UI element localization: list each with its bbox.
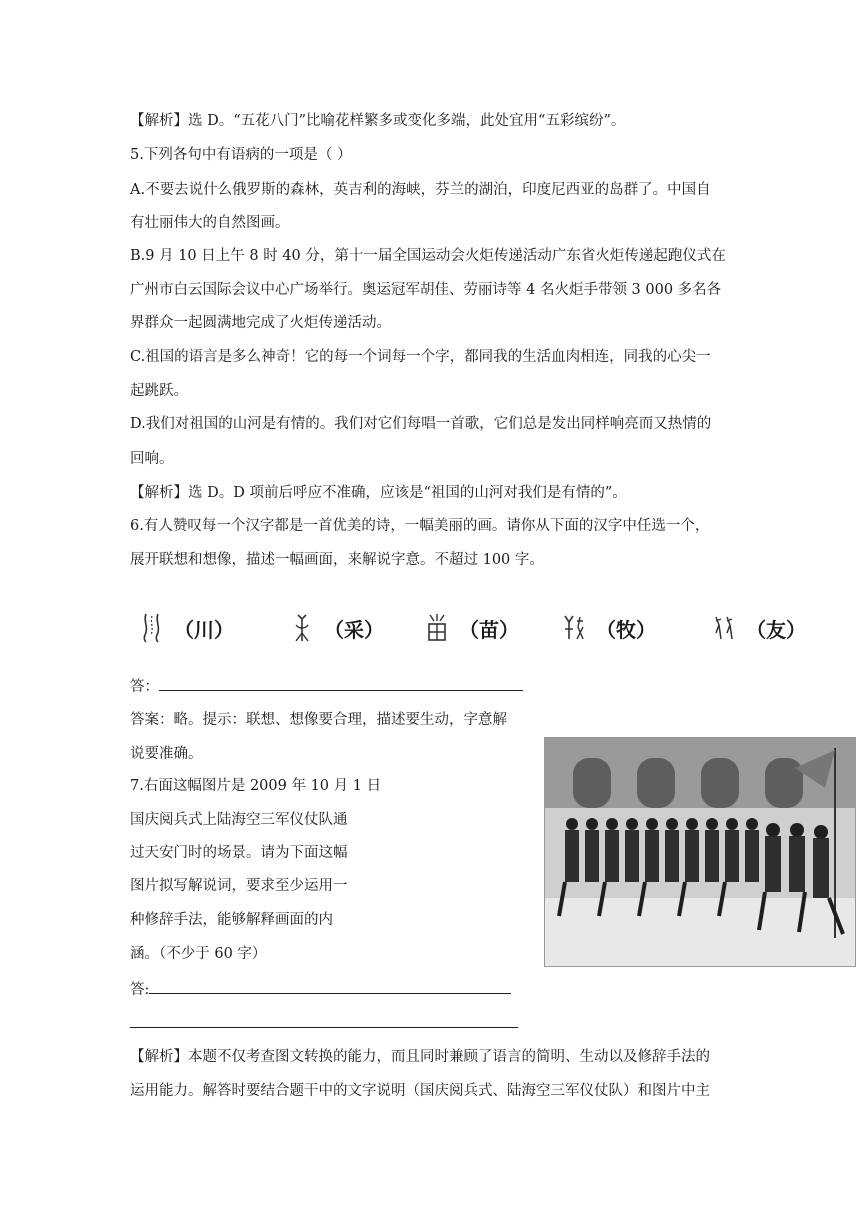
glyph-label-mu: （牧）	[596, 617, 656, 642]
option-c-line-1: C.祖国的语言是多么神奇！它的每一个词每一个字，都同我的生活血肉相连，同我的心尖一	[130, 349, 711, 365]
option-b-line-3: 界群众一起圆满地完成了火炬传递活动。	[130, 315, 391, 331]
question-7-line-3: 过天安门时的场景。请为下面这幅	[130, 845, 348, 861]
ancient-mu-glyph-icon	[562, 611, 586, 645]
answer-line-6	[130, 676, 523, 697]
analysis-q4: 【解析】选 D。“五花八门”比喻花样繁多或变化多端，此处宜用“五彩缤纷”。	[130, 113, 626, 129]
glyph-label-miao: （苗）	[459, 617, 519, 642]
glyph-item-chuan	[140, 606, 234, 650]
answer-blank[interactable]	[149, 979, 511, 994]
question-5-stem: 5.下列各句中有语病的一项是（ ）	[130, 147, 352, 163]
glyph-item-mu	[562, 606, 656, 650]
question-6-line-1: 6.有人赞叹每一个汉字都是一首优美的诗，一幅美丽的画。请你从下面的汉字中任选一个，	[130, 518, 710, 534]
question-7-line-5: 种修辞手法，能够解释画面的内	[130, 912, 333, 928]
analysis-q7-line-2: 运用能力。解答时要结合题干中的文字说明（国庆阅兵式、陆海空三军仪仗队）和图片中主	[130, 1083, 710, 1099]
parade-photo	[544, 737, 856, 967]
question-7-line-1: 7.右面这幅图片是 2009 年 10 月 1 日	[130, 778, 382, 794]
question-6-line-2: 展开联想和想像，描述一幅画面，来解说字意。不超过 100 字。	[130, 552, 544, 568]
option-c-line-2: 起跳跃。	[130, 383, 188, 399]
ancient-miao-glyph-icon	[425, 611, 449, 645]
glyph-label-chuan: （川）	[174, 617, 234, 642]
question-7-line-2: 国庆阅兵式上陆海空三军仪仗队通	[130, 812, 348, 828]
analysis-q7-line-1: 【解析】本题不仅考查图文转换的能力，而且同时兼顾了语言的简明、生动以及修辞手法的	[130, 1049, 710, 1065]
answer-prompt: 答:	[130, 982, 150, 998]
option-a-line-2: 有壮丽伟大的自然图画。	[130, 215, 290, 231]
answer-hint-line-2: 说要准确。	[130, 746, 203, 762]
option-b-line-2: 广州市白云国际会议中心广场举行。奥运冠军胡佳、劳丽诗等 4 名火炬手带领 3 000 多名各	[130, 282, 722, 298]
glyph-item-you	[712, 606, 806, 650]
ancient-chuan-glyph-icon	[140, 611, 164, 645]
glyph-label-cai: （采）	[324, 617, 384, 642]
answer-line-7	[130, 979, 511, 1000]
option-d-line-2: 回响。	[130, 451, 174, 467]
option-a-line-1: A.不要去说什么俄罗斯的森林，英吉利的海峡，芬兰的湖泊，印度尼西亚的岛群了。中国自	[130, 182, 711, 198]
ancient-character-row	[140, 606, 810, 650]
analysis-q5: 【解析】选 D。D 项前后呼应不准确，应该是“祖国的山河对我们是有情的”。	[130, 485, 627, 501]
option-b-line-1: B.9 月 10 日上午 8 时 40 分，第十一届全国运动会火炬传递活动广东省火炬传递起跑仪式在	[130, 248, 726, 264]
answer-prompt: 答：	[130, 679, 159, 695]
answer-blank[interactable]	[159, 676, 523, 691]
question-7-line-6: 涵。（不少于 60 字）	[130, 946, 267, 962]
ancient-you-glyph-icon	[712, 611, 736, 645]
glyph-item-cai	[290, 606, 384, 650]
military-parade-image	[545, 738, 855, 966]
glyph-label-you: （友）	[746, 617, 806, 642]
answer-blank-line-2[interactable]	[130, 1027, 518, 1028]
answer-hint-line-1: 答案：略。提示：联想、想像要合理，描述要生动，字意解	[130, 712, 507, 728]
question-7-line-4: 图片拟写解说词，要求至少运用一	[130, 878, 348, 894]
option-d-line-1: D.我们对祖国的山河是有情的。我们对它们每唱一首歌，它们总是发出同样响亮而又热情的	[130, 416, 712, 432]
glyph-item-miao	[425, 606, 519, 650]
ancient-cai-glyph-icon	[290, 611, 314, 645]
